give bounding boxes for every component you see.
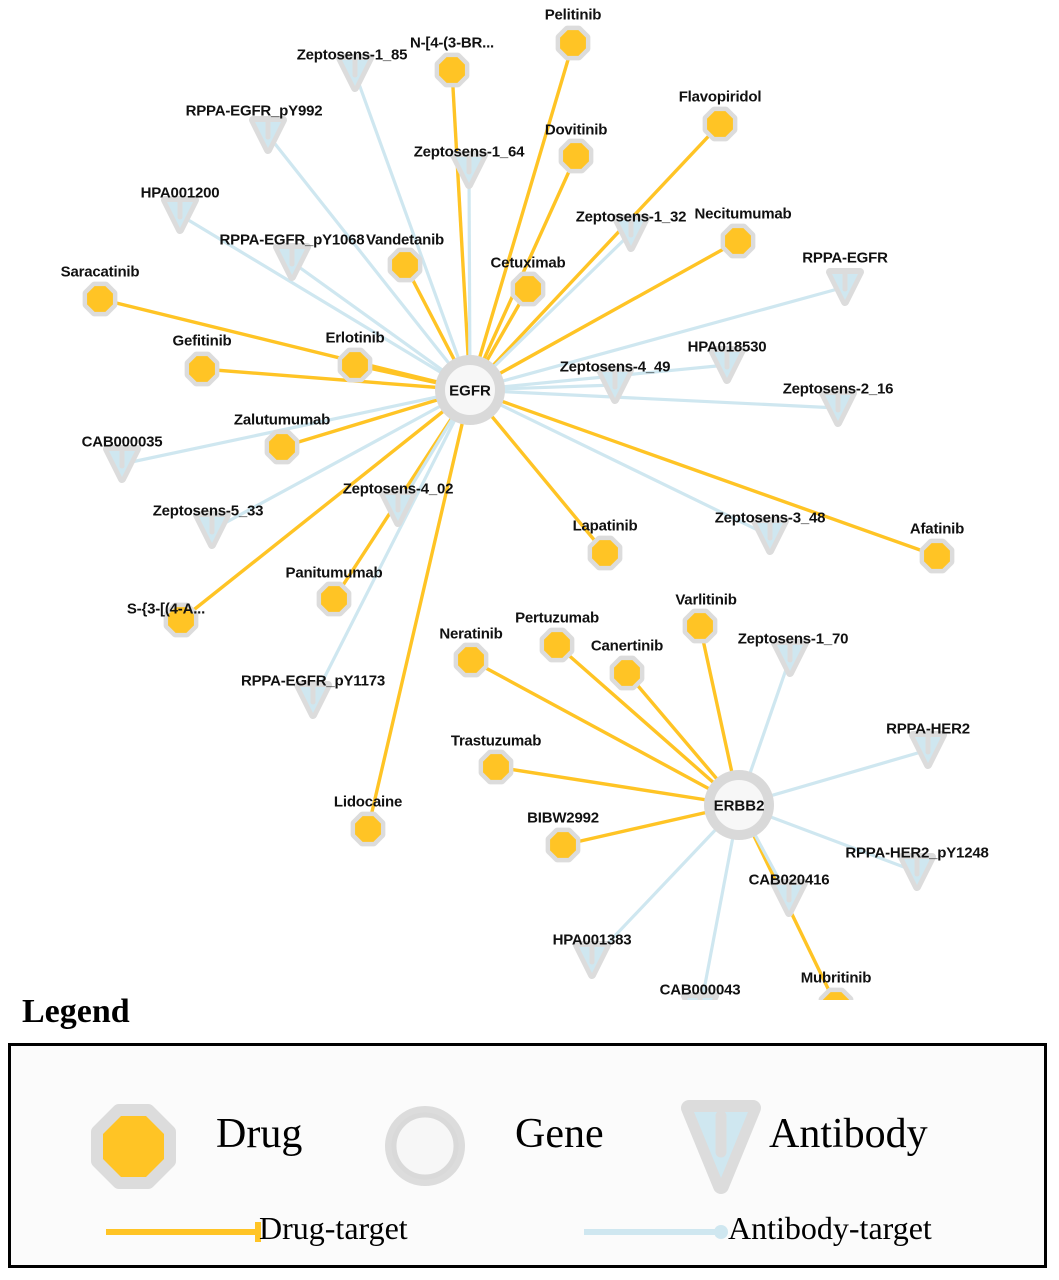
drug-node[interactable]: [268, 433, 296, 461]
drug-node[interactable]: [822, 991, 850, 1000]
antibody-node-label: Zeptosens-1_64: [413, 143, 525, 161]
drug-node-core: [707, 111, 733, 137]
drug-node-core: [924, 543, 950, 569]
drug-node-label: Zalutumumab: [233, 411, 331, 429]
drug-node-core: [614, 660, 640, 686]
antibody-node-label: Zeptosens-3_48: [714, 509, 826, 527]
antibody-node[interactable]: [298, 685, 328, 715]
drug-octagon-icon: [98, 1111, 169, 1182]
drug-node-core: [189, 356, 215, 382]
drug-node-label: Lidocaine: [333, 793, 403, 811]
gene-node-label: EGFR: [449, 382, 491, 400]
drug-node-core: [342, 352, 368, 378]
antibody-node-label: RPPA-EGFR: [802, 249, 888, 267]
drug-node-core: [725, 228, 751, 254]
drug-node[interactable]: [591, 539, 619, 567]
drug-node[interactable]: [613, 659, 641, 687]
drug-node[interactable]: [514, 275, 542, 303]
drug-node-core: [515, 276, 541, 302]
drug-node[interactable]: [686, 612, 714, 640]
drug-node[interactable]: [457, 646, 485, 674]
drug-node-core: [560, 30, 586, 56]
antibody-node-label: Zeptosens-1_85: [296, 46, 408, 64]
drug-node-core: [269, 434, 295, 460]
antibody-node-label: CAB000043: [659, 981, 741, 999]
antibody-node[interactable]: [277, 247, 307, 277]
drug-target-edge: [452, 70, 470, 390]
antibody-node-label: Zeptosens-5_33: [152, 502, 264, 520]
antibody-node[interactable]: [165, 200, 195, 230]
drug-node-label: Panitumumab: [285, 564, 383, 582]
drug-node-core: [87, 286, 113, 312]
gene-circle-icon: [385, 1106, 465, 1186]
antibody-node[interactable]: [823, 393, 853, 423]
legend-label-antibody: Antibody: [769, 1111, 928, 1157]
antibody-node[interactable]: [197, 515, 227, 545]
legend-label-antibody-target: Antibody-target: [728, 1210, 932, 1246]
antibody-target-edge: [313, 390, 470, 700]
drug-node[interactable]: [549, 831, 577, 859]
drug-node[interactable]: [354, 815, 382, 843]
drug-node-label: Varlitinib: [675, 591, 737, 609]
drug-node-label: Gefitinib: [172, 332, 232, 350]
drug-node-label: Trastuzumab: [450, 732, 542, 750]
drug-node[interactable]: [188, 355, 216, 383]
drug-node-label: Lapatinib: [572, 517, 638, 535]
drug-node[interactable]: [706, 110, 734, 138]
antibody-node-label: RPPA-HER2: [886, 720, 970, 738]
gene-node-label: ERBB2: [713, 797, 765, 815]
antibody-node-label: HPA001383: [552, 931, 632, 949]
drug-node-label: Erlotinib: [325, 329, 385, 347]
drug-node-core: [439, 57, 465, 83]
legend-label-drug-target: Drug-target: [259, 1210, 408, 1246]
antibody-node-label: Zeptosens-4_02: [342, 480, 454, 498]
antibody-node-label: CAB000035: [81, 433, 163, 451]
drug-node-core: [592, 540, 618, 566]
antibody-node[interactable]: [107, 449, 137, 479]
drug-node-label: S-{3-[(4-A...: [126, 600, 206, 618]
drug-node-label: Afatinib: [909, 520, 965, 538]
antibody-node-label: HPA018530: [687, 338, 767, 356]
drug-node[interactable]: [482, 753, 510, 781]
antibody-node[interactable]: [775, 643, 805, 673]
drug-node-core: [355, 816, 381, 842]
antibody-node[interactable]: [253, 120, 283, 150]
drug-node[interactable]: [438, 56, 466, 84]
antibody-node-label: Zeptosens-2_16: [782, 380, 894, 398]
drug-target-edge-icon: [106, 1222, 258, 1242]
antibody-node[interactable]: [577, 945, 607, 975]
antibody-node[interactable]: [830, 272, 860, 302]
drug-node[interactable]: [923, 542, 951, 570]
drug-node[interactable]: [559, 29, 587, 57]
drug-node-core: [550, 832, 576, 858]
antibody-chevron-icon: [689, 1108, 753, 1186]
drug-node-label: Necitumumab: [694, 205, 792, 223]
legend-title: Legend: [22, 993, 130, 1030]
antibody-node-label: RPPA-EGFR_pY1068: [219, 231, 365, 249]
drug-node-core: [458, 647, 484, 673]
antibody-node-label: HPA001200: [140, 184, 220, 202]
drug-node-label: Flavopiridol: [678, 88, 762, 106]
drug-node[interactable]: [86, 285, 114, 313]
drug-node-label: BIBW2992: [527, 809, 599, 827]
drug-node[interactable]: [320, 585, 348, 613]
drug-node-core: [392, 252, 418, 278]
legend-label-drug: Drug: [216, 1111, 303, 1157]
drug-node[interactable]: [341, 351, 369, 379]
antibody-node-label: Zeptosens-1_70: [737, 630, 849, 648]
drug-node-core: [563, 143, 589, 169]
drug-node-label: Cetuximab: [490, 254, 566, 272]
antibody-node-label: Zeptosens-1_32: [575, 208, 687, 226]
antibody-node-label: CAB020416: [748, 871, 830, 889]
drug-node-core: [687, 613, 713, 639]
antibody-node-label: RPPA-EGFR_pY1173: [240, 672, 386, 690]
antibody-node-label: RPPA-HER2_pY1248: [845, 844, 989, 862]
drug-node-label: Pertuzumab: [515, 609, 599, 627]
antibody-node-label: RPPA-EGFR_pY992: [185, 102, 323, 120]
drug-node-core: [321, 586, 347, 612]
drug-node-label: Pelitinib: [544, 6, 602, 24]
drug-node[interactable]: [724, 227, 752, 255]
drug-node-core: [544, 632, 570, 658]
drug-node-label: Mubritinib: [800, 969, 872, 987]
legend-label-gene: Gene: [515, 1111, 604, 1157]
drug-node-label: Dovitinib: [544, 121, 608, 139]
drug-node[interactable]: [543, 631, 571, 659]
antibody-node[interactable]: [913, 735, 943, 765]
antibody-node-label: Zeptosens-4_49: [559, 358, 671, 376]
drug-node-label: Canertinib: [590, 637, 664, 655]
drug-node-core: [483, 754, 509, 780]
drug-target-edge: [368, 390, 470, 829]
drug-node-label: Vandetanib: [365, 231, 445, 249]
drug-node-label: Saracatinib: [60, 263, 140, 281]
drug-node[interactable]: [391, 251, 419, 279]
antibody-target-edge-icon: [584, 1225, 728, 1239]
drug-node[interactable]: [562, 142, 590, 170]
drug-node-label: Neratinib: [439, 625, 503, 643]
antibody-node[interactable]: [902, 857, 932, 887]
drug-node-label: N-[4-(3-BR...: [409, 34, 495, 52]
